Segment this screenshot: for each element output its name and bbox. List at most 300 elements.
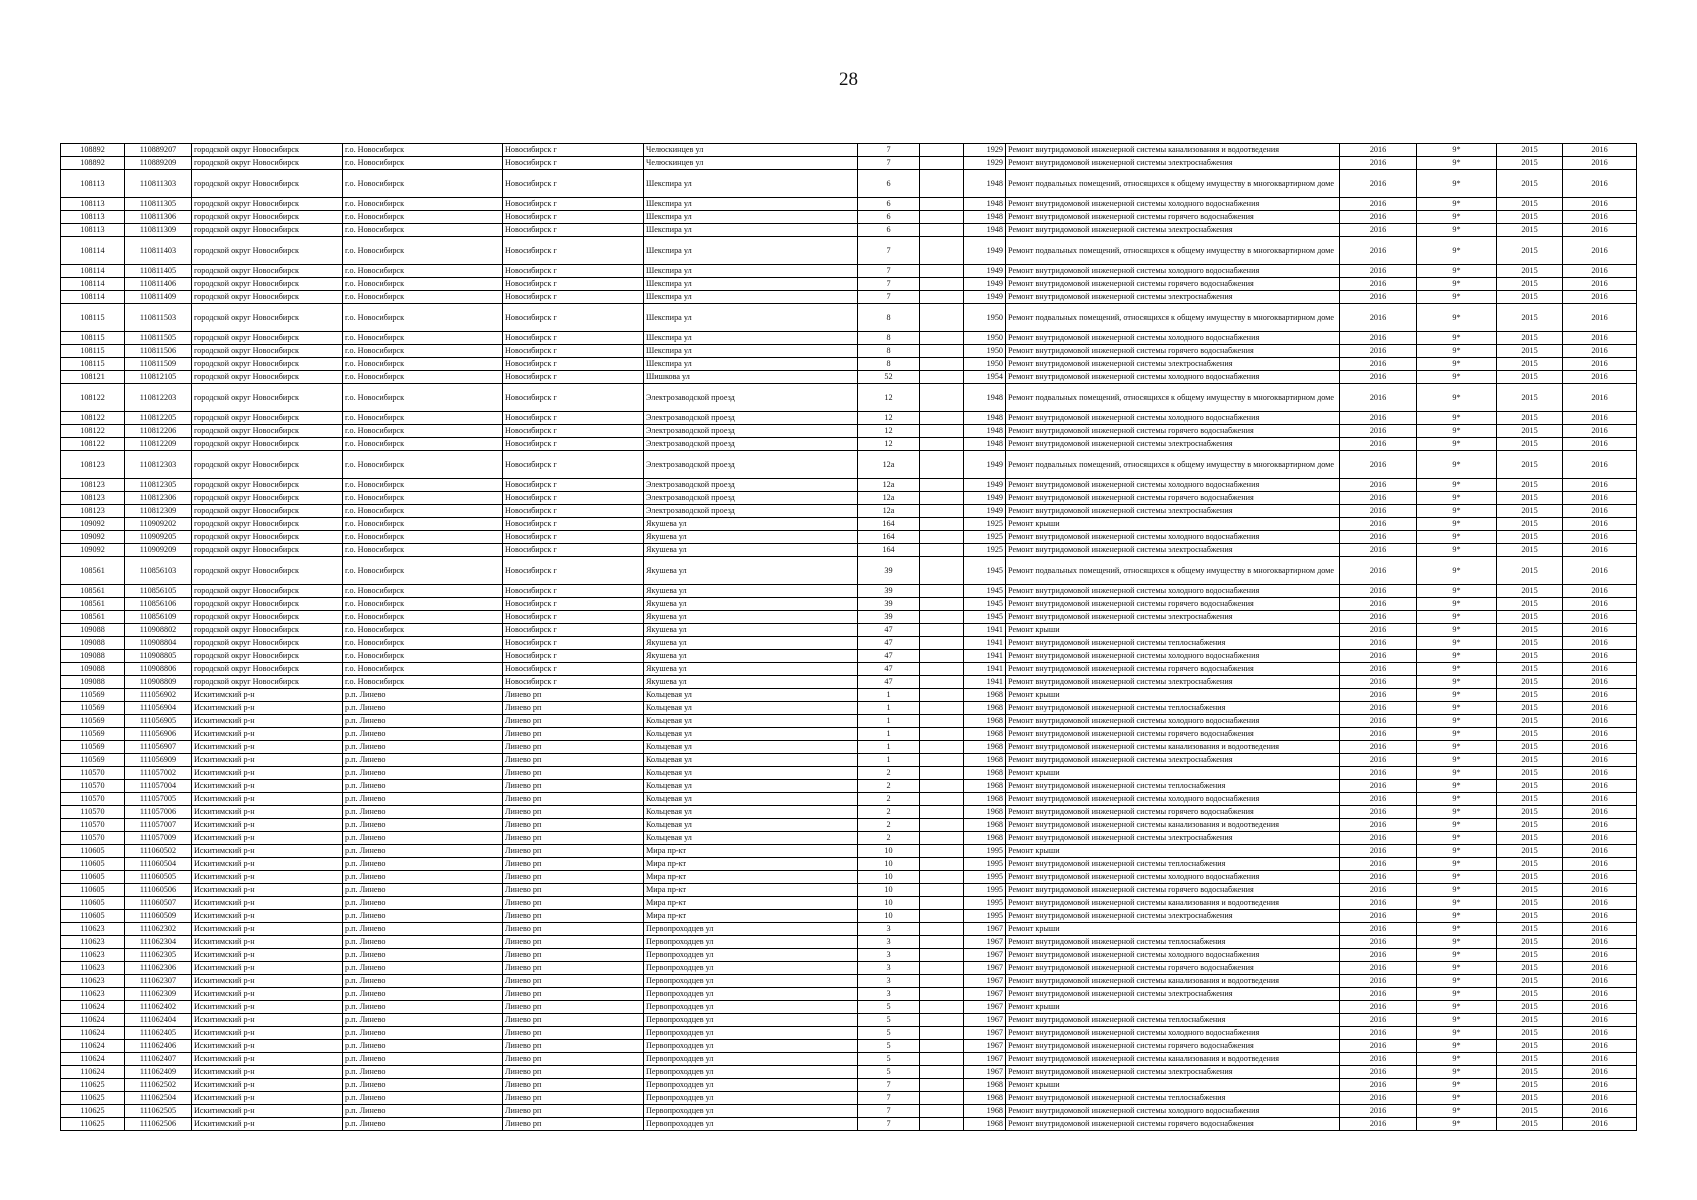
cell-building [920,265,964,278]
cell-settlement: г.о. Новосибирск [343,451,503,479]
cell-year-built: 1950 [964,345,1006,358]
cell-street: Якушева ул [644,557,858,585]
cell-period-end: 2016 [1563,715,1637,728]
cell-year-built: 1949 [964,291,1006,304]
cell-locality: Линево рп [503,962,644,975]
cell-house-id: 110570 [61,793,125,806]
cell-locality: Линево рп [503,884,644,897]
cell-building [920,1040,964,1053]
cell-street: Мира пр-кт [644,897,858,910]
cell-street: Челюскинцев ул [644,144,858,157]
table-row [61,936,1637,949]
cell-work-id: 111062305 [125,949,192,962]
cell-year-built: 1968 [964,1079,1006,1092]
cell-house-id: 109088 [61,663,125,676]
cell-street: Якушева ул [644,663,858,676]
cell-work-id: 110856103 [125,557,192,585]
cell-street: Якушева ул [644,531,858,544]
cell-settlement: г.о. Новосибирск [343,170,503,198]
cell-municipal-district: городской округ Новосибирск [192,544,343,557]
cell-municipal-district: Искитимский р-н [192,728,343,741]
cell-work-type: Ремонт внутридомовой инженерной системы теплоснабжения [1006,936,1340,949]
cell-municipal-district: Искитимский р-н [192,897,343,910]
cell-work-id: 110812303 [125,451,192,479]
cell-period-start: 2015 [1497,412,1563,425]
cell-municipal-district: городской округ Новосибирск [192,211,343,224]
cell-note: 9* [1417,949,1497,962]
cell-street: Первопроходцев ул [644,936,858,949]
cell-period-end: 2016 [1563,451,1637,479]
cell-building [920,211,964,224]
cell-house-number: 1 [858,754,920,767]
cell-house-number: 2 [858,806,920,819]
cell-municipal-district: городской округ Новосибирск [192,170,343,198]
cell-settlement: р.п. Линево [343,1092,503,1105]
cell-period-start: 2015 [1497,345,1563,358]
cell-building [920,1079,964,1092]
cell-house-id: 108561 [61,598,125,611]
table-row [61,1092,1637,1105]
cell-street: Якушева ул [644,518,858,531]
cell-house-id: 110624 [61,1066,125,1079]
cell-municipal-district: городской округ Новосибирск [192,676,343,689]
cell-work-id: 110812105 [125,371,192,384]
cell-work-id: 111062504 [125,1092,192,1105]
cell-period-start: 2015 [1497,144,1563,157]
cell-period-end: 2016 [1563,884,1637,897]
cell-period-start: 2015 [1497,962,1563,975]
cell-work-type: Ремонт внутридомовой инженерной системы электроснабжения [1006,358,1340,371]
cell-house-id: 110570 [61,767,125,780]
cell-note: 9* [1417,304,1497,332]
cell-locality: Линево рп [503,702,644,715]
cell-plan-year: 2016 [1340,871,1417,884]
cell-house-id: 110605 [61,871,125,884]
cell-municipal-district: Искитимский р-н [192,949,343,962]
cell-municipal-district: городской округ Новосибирск [192,345,343,358]
table-row [61,637,1637,650]
cell-year-built: 1968 [964,715,1006,728]
cell-year-built: 1968 [964,1105,1006,1118]
cell-plan-year: 2016 [1340,291,1417,304]
cell-street: Кольцевая ул [644,806,858,819]
cell-note: 9* [1417,479,1497,492]
cell-house-number: 6 [858,170,920,198]
cell-street: Якушева ул [644,637,858,650]
cell-municipal-district: Искитимский р-н [192,832,343,845]
cell-period-start: 2015 [1497,585,1563,598]
cell-house-id: 110623 [61,962,125,975]
cell-work-id: 110812205 [125,412,192,425]
cell-period-start: 2015 [1497,741,1563,754]
cell-settlement: г.о. Новосибирск [343,211,503,224]
cell-building [920,676,964,689]
cell-house-id: 108113 [61,170,125,198]
cell-work-id: 110856109 [125,611,192,624]
cell-period-end: 2016 [1563,624,1637,637]
cell-house-number: 6 [858,211,920,224]
cell-note: 9* [1417,425,1497,438]
cell-house-number: 7 [858,157,920,170]
cell-work-type: Ремонт внутридомовой инженерной системы холодного водоснабжения [1006,793,1340,806]
cell-period-start: 2015 [1497,1001,1563,1014]
cell-work-id: 110811506 [125,345,192,358]
cell-street: Первопроходцев ул [644,1027,858,1040]
cell-building [920,557,964,585]
cell-street: Электрозаводской проезд [644,438,858,451]
cell-work-id: 110889207 [125,144,192,157]
cell-building [920,198,964,211]
cell-period-end: 2016 [1563,1027,1637,1040]
cell-municipal-district: городской округ Новосибирск [192,425,343,438]
cell-locality: Линево рп [503,871,644,884]
cell-locality: Линево рп [503,1027,644,1040]
cell-year-built: 1949 [964,278,1006,291]
cell-period-end: 2016 [1563,198,1637,211]
cell-note: 9* [1417,1027,1497,1040]
cell-house-number: 12 [858,425,920,438]
cell-work-type: Ремонт крыши [1006,767,1340,780]
cell-locality: Линево рп [503,1040,644,1053]
cell-building [920,384,964,412]
table-row [61,332,1637,345]
cell-note: 9* [1417,1014,1497,1027]
cell-work-id: 110889209 [125,157,192,170]
cell-work-type: Ремонт внутридомовой инженерной системы электроснабжения [1006,754,1340,767]
cell-municipal-district: городской округ Новосибирск [192,157,343,170]
cell-work-type: Ремонт крыши [1006,689,1340,702]
cell-street: Первопроходцев ул [644,949,858,962]
cell-settlement: р.п. Линево [343,858,503,871]
table-row [61,1001,1637,1014]
cell-settlement: р.п. Линево [343,845,503,858]
table-row [61,1040,1637,1053]
table-row [61,910,1637,923]
cell-note: 9* [1417,650,1497,663]
cell-street: Первопроходцев ул [644,1053,858,1066]
cell-house-id: 109088 [61,624,125,637]
cell-period-end: 2016 [1563,1001,1637,1014]
cell-period-end: 2016 [1563,780,1637,793]
cell-year-built: 1968 [964,689,1006,702]
table-row [61,492,1637,505]
cell-year-built: 1941 [964,663,1006,676]
cell-building [920,304,964,332]
cell-municipal-district: городской округ Новосибирск [192,650,343,663]
table-row [61,728,1637,741]
table-row [61,1118,1637,1131]
cell-plan-year: 2016 [1340,278,1417,291]
cell-house-number: 8 [858,345,920,358]
cell-year-built: 1968 [964,702,1006,715]
cell-note: 9* [1417,544,1497,557]
cell-street: Первопроходцев ул [644,988,858,1001]
cell-work-id: 110908805 [125,650,192,663]
cell-house-id: 110570 [61,832,125,845]
cell-house-id: 110624 [61,1014,125,1027]
cell-period-start: 2015 [1497,871,1563,884]
capital-repair-register-table [60,143,1637,1131]
cell-work-id: 110811503 [125,304,192,332]
cell-house-id: 108114 [61,237,125,265]
cell-street: Первопроходцев ул [644,1118,858,1131]
table-row [61,741,1637,754]
cell-note: 9* [1417,438,1497,451]
table-row [61,198,1637,211]
cell-house-id: 110625 [61,1105,125,1118]
cell-building [920,767,964,780]
cell-work-id: 111060509 [125,910,192,923]
cell-work-type: Ремонт внутридомовой инженерной системы холодного водоснабжения [1006,1105,1340,1118]
cell-settlement: г.о. Новосибирск [343,198,503,211]
cell-street: Шекспира ул [644,265,858,278]
cell-locality: Линево рп [503,845,644,858]
cell-period-start: 2015 [1497,1027,1563,1040]
cell-street: Якушева ул [644,650,858,663]
cell-work-id: 110908804 [125,637,192,650]
cell-house-number: 12 [858,412,920,425]
cell-settlement: г.о. Новосибирск [343,611,503,624]
cell-period-end: 2016 [1563,278,1637,291]
cell-municipal-district: Искитимский р-н [192,689,343,702]
cell-period-start: 2015 [1497,767,1563,780]
cell-work-type: Ремонт внутридомовой инженерной системы холодного водоснабжения [1006,198,1340,211]
cell-settlement: р.п. Линево [343,754,503,767]
cell-plan-year: 2016 [1340,1092,1417,1105]
cell-plan-year: 2016 [1340,624,1417,637]
cell-note: 9* [1417,358,1497,371]
cell-period-start: 2015 [1497,531,1563,544]
table-row [61,858,1637,871]
cell-building [920,702,964,715]
cell-plan-year: 2016 [1340,702,1417,715]
cell-period-end: 2016 [1563,910,1637,923]
cell-plan-year: 2016 [1340,492,1417,505]
cell-house-number: 12 [858,438,920,451]
cell-period-end: 2016 [1563,845,1637,858]
cell-period-start: 2015 [1497,1092,1563,1105]
cell-building [920,144,964,157]
cell-period-start: 2015 [1497,936,1563,949]
table-row [61,384,1637,412]
cell-building [920,936,964,949]
table-row [61,1066,1637,1079]
cell-work-id: 111056906 [125,728,192,741]
cell-plan-year: 2016 [1340,358,1417,371]
cell-note: 9* [1417,1105,1497,1118]
cell-period-end: 2016 [1563,676,1637,689]
cell-note: 9* [1417,224,1497,237]
cell-house-number: 10 [858,871,920,884]
cell-period-start: 2015 [1497,793,1563,806]
cell-street: Первопроходцев ул [644,1079,858,1092]
cell-year-built: 1967 [964,975,1006,988]
cell-house-id: 108114 [61,265,125,278]
cell-note: 9* [1417,676,1497,689]
cell-year-built: 1967 [964,962,1006,975]
cell-year-built: 1941 [964,676,1006,689]
cell-house-id: 110623 [61,936,125,949]
cell-plan-year: 2016 [1340,1014,1417,1027]
cell-period-start: 2015 [1497,624,1563,637]
cell-year-built: 1925 [964,531,1006,544]
cell-locality: Новосибирск г [503,479,644,492]
cell-period-start: 2015 [1497,754,1563,767]
cell-settlement: р.п. Линево [343,793,503,806]
cell-period-end: 2016 [1563,544,1637,557]
cell-plan-year: 2016 [1340,1040,1417,1053]
cell-period-start: 2015 [1497,598,1563,611]
cell-settlement: р.п. Линево [343,702,503,715]
cell-period-end: 2016 [1563,819,1637,832]
cell-building [920,962,964,975]
cell-house-number: 12 [858,384,920,412]
cell-settlement: р.п. Линево [343,767,503,780]
cell-work-id: 110812309 [125,505,192,518]
cell-work-type: Ремонт внутридомовой инженерной системы электроснабжения [1006,438,1340,451]
cell-building [920,832,964,845]
cell-period-end: 2016 [1563,663,1637,676]
cell-house-number: 5 [858,1066,920,1079]
cell-house-id: 108892 [61,144,125,157]
cell-period-start: 2015 [1497,479,1563,492]
cell-plan-year: 2016 [1340,332,1417,345]
cell-year-built: 1949 [964,237,1006,265]
cell-settlement: р.п. Линево [343,1079,503,1092]
table-row [61,531,1637,544]
cell-house-id: 110624 [61,1053,125,1066]
cell-work-id: 111062402 [125,1001,192,1014]
cell-building [920,345,964,358]
cell-building [920,897,964,910]
cell-locality: Новосибирск г [503,211,644,224]
cell-note: 9* [1417,611,1497,624]
cell-period-start: 2015 [1497,544,1563,557]
cell-work-type: Ремонт подвальных помещений, относящихся к общему имуществу в многоквартирном доме [1006,451,1340,479]
cell-work-type: Ремонт внутридомовой инженерной системы электроснабжения [1006,157,1340,170]
cell-settlement: г.о. Новосибирск [343,505,503,518]
cell-house-number: 47 [858,624,920,637]
cell-municipal-district: Искитимский р-н [192,1105,343,1118]
cell-plan-year: 2016 [1340,412,1417,425]
cell-note: 9* [1417,384,1497,412]
cell-plan-year: 2016 [1340,544,1417,557]
cell-plan-year: 2016 [1340,949,1417,962]
cell-building [920,438,964,451]
cell-work-type: Ремонт крыши [1006,624,1340,637]
table-row [61,345,1637,358]
cell-settlement: г.о. Новосибирск [343,224,503,237]
cell-house-id: 109092 [61,544,125,557]
cell-period-start: 2015 [1497,975,1563,988]
table-row [61,975,1637,988]
cell-building [920,988,964,1001]
cell-period-end: 2016 [1563,371,1637,384]
cell-note: 9* [1417,157,1497,170]
cell-plan-year: 2016 [1340,884,1417,897]
cell-locality: Новосибирск г [503,384,644,412]
cell-work-type: Ремонт внутридомовой инженерной системы горячего водоснабжения [1006,806,1340,819]
cell-plan-year: 2016 [1340,1118,1417,1131]
cell-period-start: 2015 [1497,884,1563,897]
cell-note: 9* [1417,741,1497,754]
cell-locality: Новосибирск г [503,224,644,237]
cell-house-id: 108113 [61,211,125,224]
cell-locality: Новосибирск г [503,611,644,624]
cell-building [920,1053,964,1066]
cell-plan-year: 2016 [1340,1053,1417,1066]
cell-period-end: 2016 [1563,728,1637,741]
cell-note: 9* [1417,663,1497,676]
cell-plan-year: 2016 [1340,819,1417,832]
table-row [61,663,1637,676]
cell-note: 9* [1417,871,1497,884]
cell-plan-year: 2016 [1340,557,1417,585]
table-row [61,144,1637,157]
cell-plan-year: 2016 [1340,1105,1417,1118]
cell-house-id: 109092 [61,518,125,531]
cell-year-built: 1968 [964,1118,1006,1131]
cell-street: Якушева ул [644,676,858,689]
cell-plan-year: 2016 [1340,304,1417,332]
cell-settlement: г.о. Новосибирск [343,531,503,544]
cell-note: 9* [1417,265,1497,278]
cell-settlement: р.п. Линево [343,1053,503,1066]
cell-period-end: 2016 [1563,531,1637,544]
cell-year-built: 1949 [964,492,1006,505]
page-number: 28 [839,69,858,90]
cell-house-id: 108113 [61,198,125,211]
cell-period-end: 2016 [1563,871,1637,884]
cell-plan-year: 2016 [1340,962,1417,975]
cell-municipal-district: Искитимский р-н [192,819,343,832]
cell-building [920,871,964,884]
cell-municipal-district: городской округ Новосибирск [192,518,343,531]
cell-plan-year: 2016 [1340,715,1417,728]
cell-settlement: г.о. Новосибирск [343,144,503,157]
cell-settlement: р.п. Линево [343,1066,503,1079]
cell-house-id: 110570 [61,819,125,832]
cell-locality: Линево рп [503,689,644,702]
cell-period-end: 2016 [1563,1092,1637,1105]
cell-plan-year: 2016 [1340,923,1417,936]
cell-period-start: 2015 [1497,237,1563,265]
cell-municipal-district: Искитимский р-н [192,806,343,819]
cell-work-id: 111062304 [125,936,192,949]
cell-period-start: 2015 [1497,557,1563,585]
cell-street: Кольцевая ул [644,780,858,793]
cell-note: 9* [1417,910,1497,923]
cell-municipal-district: Искитимский р-н [192,741,343,754]
cell-house-number: 5 [858,1053,920,1066]
cell-building [920,819,964,832]
cell-house-number: 3 [858,975,920,988]
cell-year-built: 1995 [964,897,1006,910]
table-row [61,754,1637,767]
table-row [61,1079,1637,1092]
cell-settlement: р.п. Линево [343,923,503,936]
cell-note: 9* [1417,858,1497,871]
cell-work-id: 110811505 [125,332,192,345]
cell-note: 9* [1417,291,1497,304]
cell-plan-year: 2016 [1340,237,1417,265]
cell-work-id: 111057006 [125,806,192,819]
table-row [61,1027,1637,1040]
cell-period-end: 2016 [1563,170,1637,198]
cell-street: Электрозаводской проезд [644,425,858,438]
cell-municipal-district: городской округ Новосибирск [192,304,343,332]
cell-note: 9* [1417,923,1497,936]
